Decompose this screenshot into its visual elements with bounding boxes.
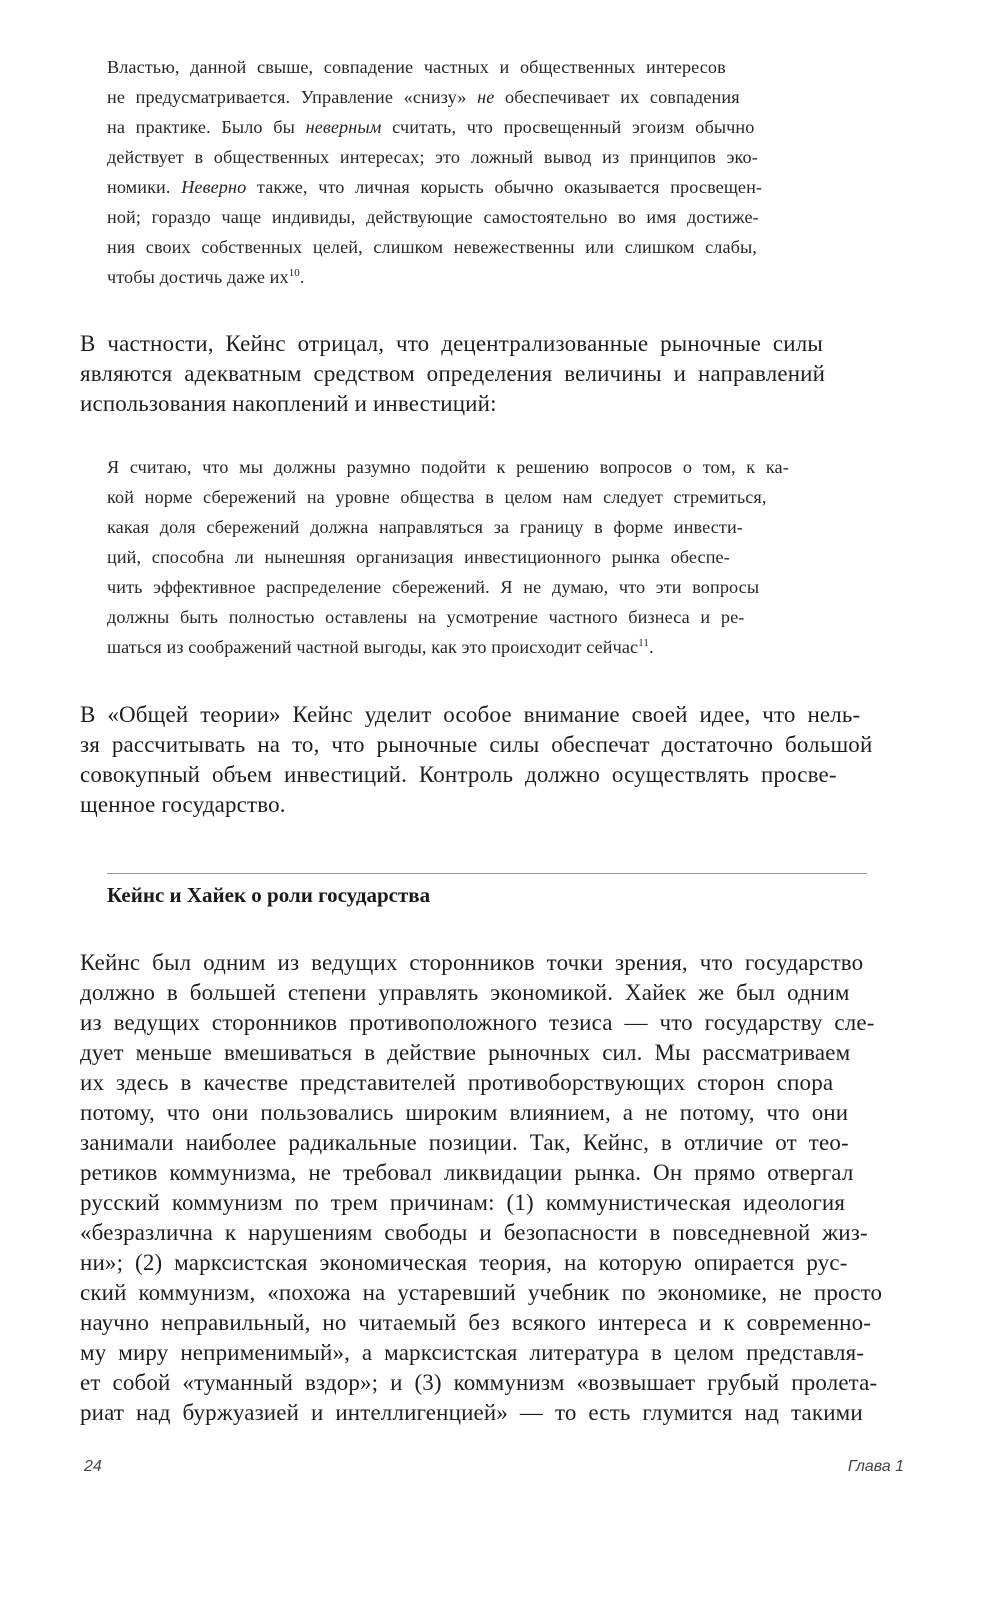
text-run: должны быть полностью оставлены на усмотрение частного бизнеса и ре- [107,607,745,627]
emphasis-text: не [477,87,495,107]
para2-line-2: совокупный объем инвестиций. Контроль должно осуществлять просве- [80,762,837,787]
text-run: номики. [107,177,182,197]
text-run: Властью, данной свыше, совпадение частных и общественных интересов [107,57,726,77]
page-number: 24 [84,1458,102,1475]
chapter-label: Глава 1 [847,1458,904,1475]
quote2-line-5 [107,607,744,628]
quote2-line-6 [107,637,654,658]
text-run: какая доля сбережений должна направляться за границу в форме инвести- [107,517,743,537]
quote2-line-3 [107,547,730,568]
para3-line-8: русский коммунизм по трем причинам: (1) коммунистическая идеология [80,1190,846,1215]
quote1-line-6 [107,237,757,258]
para3-line-15: риат над буржуазией и интеллигенцией» — то есть глумится над такими [80,1400,863,1425]
text-run: . [648,637,654,657]
text-run: действует в общественных интересах; это ложный вывод из принципов эко- [107,147,758,167]
para3-line-5: потому, что они пользовались широким влиянием, а не потому, что они [80,1100,849,1125]
para1-line-0: В частности, Кейнс отрицал, что децентрализованные рыночные силы [80,331,823,356]
quote1-line-2 [107,117,754,138]
quote1-line-3 [107,147,758,168]
para3-line-3: дует меньше вмешиваться в действие рыночных сил. Мы рассматриваем [80,1040,851,1065]
para3-line-9: «безразлична к нарушениям свободы и безопасности в повседневной жиз- [80,1220,868,1245]
para2-line-3: щенное государство. [80,792,286,817]
quote1-line-4 [107,177,762,198]
para3-line-13: му миру неприменимый», а марксистская литература в целом представля- [80,1340,865,1365]
text-run: кой норме сбережений на уровне общества в целом нам следует стремиться, [107,487,767,507]
text-run: считать, что просвещенный эгоизм обычно [381,117,755,137]
text-run: Я считаю, что мы должны разумно подойти к решению вопросов о том, к ка- [107,457,789,477]
para1-line-2: использования накоплений и инвестиций: [80,391,497,416]
text-run: также, что личная корысть обычно оказывается просвещен- [246,177,763,197]
text-run: чтобы достичь даже их [107,267,289,287]
text-run: . [299,267,305,287]
para1-line-1: являются адекватным средством определения величины и направлений [80,361,826,386]
para3-line-14: ет собой «туманный вздор»; и (3) коммунизм «возвышает грубый пролета- [80,1370,878,1395]
text-run: обеспечивает их совпадения [494,87,740,107]
quote2-line-4 [107,577,759,598]
quote1-line-0 [107,57,726,78]
quote1-line-5 [107,207,759,228]
text-run: ной; гораздо чаще индивиды, действующие самостоятельно во имя достиже- [107,207,759,227]
para2-line-1: зя рассчитывать на то, что рыночные силы обеспечат достаточно большой [80,732,873,757]
text-run: на практике. Было бы [107,117,306,137]
emphasis-text: неверным [305,117,382,137]
text-run: ния своих собственных целей, слишком невежественны или слишком слабы, [107,237,757,257]
quote1-line-7 [107,267,304,288]
para3-line-7: ретиков коммунизма, не требовал ликвидации рынка. Он прямо отвергал [80,1160,854,1185]
para3-line-11: ский коммунизм, «похожа на устаревший учебник по экономике, не просто [80,1280,883,1305]
para3-line-1: должно в большей степени управлять экономикой. Хайек же был одним [80,980,850,1005]
emphasis-text: Неверно [181,177,247,197]
para3-line-4: их здесь в качестве представителей противоборствующих сторон спора [80,1070,834,1095]
footnote-ref: 10 [288,266,300,279]
footnote-ref: 11 [638,636,649,649]
quote2-line-0 [107,457,789,478]
section-heading: Кейнс и Хайек о роли государства [107,883,431,907]
section-divider [107,873,867,874]
text-run: чить эффективное распределение сбережений. Я не думаю, что эти вопросы [107,577,760,597]
para3-line-12: научно неправильный, но читаемый без всякого интереса и к современно- [80,1310,872,1335]
text-run: шаться из соображений частной выгоды, как это происходит сейчас [107,637,639,657]
text-run: не предусматривается. Управление «снизу» [107,87,478,107]
para2-line-0: В «Общей теории» Кейнс уделит особое внимание своей идее, что нель- [80,702,861,727]
quote2-line-2 [107,517,743,538]
quote1-line-1 [107,87,740,108]
quote2-line-1 [107,487,767,508]
para3-line-10: ни»; (2) марксистская экономическая теория, на которую опирается рус- [80,1250,848,1275]
para3-line-0: Кейнс был одним из ведущих сторонников точки зрения, что государство [80,950,864,975]
text-run: ций, способна ли нынешняя организация инвестиционного рынка обеспе- [107,547,730,567]
para3-line-6: занимали наиболее радикальные позиции. Так, Кейнс, в отличие от тео- [80,1130,849,1155]
para3-line-2: из ведущих сторонников противоположного тезиса — что государству сле- [80,1010,875,1035]
